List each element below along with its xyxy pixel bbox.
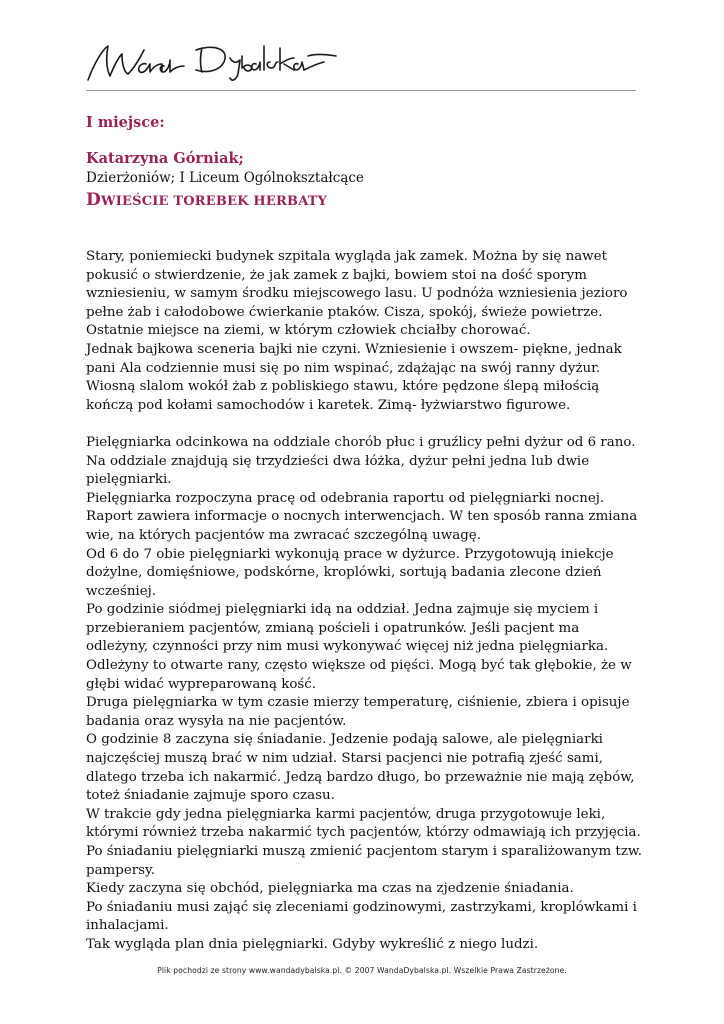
body-paragraph: Jednak bajkowa sceneria bajki nie czyni. Wzniesienie i owszem- piękne, jednak pani Ala codziennie musi się po nim wspinać, zdążając na swój ranny dyżur. Wiosną slalom wokół żab z pobliskiego stawu, które pędzone ślepą miłością kończą pod kołami samochodów i karetek. Zimą- łyżwiarstwo figurowe. — [86, 341, 622, 413]
author-school: Dzierżoniów; I Liceum Ogólnokształcące — [86, 170, 364, 186]
story-body — [86, 248, 642, 955]
body-paragraph: Po śniadaniu pielęgniarki muszą zmienić pacjentom starym i sparaliżowanym tzw. pampersy. — [86, 844, 642, 878]
body-paragraph: Pielęgniarka rozpoczyna pracę od odebrania raportu od pielęgniarki nocnej. Raport zawiera informacje o nocnych interwencjach. W ten sposób ranna zmiana wie, na których pacjentów ma zwracać szczególną uwagę. — [86, 490, 638, 543]
body-paragraph: Tak wygląda plan dnia pielęgniarki. Gdyby wykreślić z niego ludzi. — [86, 936, 539, 952]
body-paragraph: Po śniadaniu musi zająć się zleceniami godzinowymi, zastrzykami, kroplówkami i inhalacjami. — [86, 899, 637, 934]
author-name: Katarzyna Górniak; — [86, 150, 244, 167]
body-paragraph: Druga pielęgniarka w tym czasie mierzy temperaturę, ciśnienie, zbiera i opisuje badania oraz wysyła na nie pacjentów. — [86, 695, 630, 729]
body-paragraph: O godzinie 8 zaczyna się śniadanie. Jedzenie podają salowe, ale pielęgniarki najczęściej muszą brać w nim udział. Starsi pacjenci nie potrafią zjeść sami, dlatego trzeba ich nakarmić. Jedzą bardzo długo, bo przeważnie nie mają zębów, toteż śniadanie zajmuje sporo czasu. — [86, 732, 635, 804]
award-place: I miejsce: — [86, 114, 165, 131]
body-paragraph: Stary, poniemiecki budynek szpitala wygląda jak zamek. Można by się nawet pokusić o stwierdzenie, że jak zamek z bajki, bowiem stoi na dość sporym wzniesieniu, w samym środku miejscowego lasu. U podnóża wzniesienia jezioro pełne żab i całodobowe ćwierkanie ptaków. Cisza, spokój, świeże powietrze. — [86, 249, 628, 320]
story-title-initial: D — [86, 190, 101, 210]
copyright-footer: Plik pochodzi ze strony www.wandadybalska.pl. © 2007 WandaDybalska.pl. Wszelkie Prawa Zastrzeżone. — [157, 966, 567, 975]
body-paragraph: Po godzinie siódmej pielęgniarki idą na oddział. Jedna zajmuje się myciem i przebieraniem pacjentów, zmianą pościeli i opatrunków. Jeśli pacjent ma odleżyny, czynności przy nim musi wykonywać więcej niż jedna pielęgniarka. Odleżyny to otwarte rany, często większe od pięści. Mogą być tak głębokie, że w głębi widać wypreparowaną kość. — [86, 602, 632, 692]
body-paragraph: Pielęgniarka odcinkowa na oddziale chorób płuc i gruźlicy pełni dyżur od 6 rano. Na oddziale znajdują się trzydzieści dwa łóżka, dyżur pełni jedna lub dwie pielęgniarki. — [86, 434, 636, 488]
story-title — [86, 190, 327, 210]
header-divider — [86, 90, 636, 91]
body-paragraph: Od 6 do 7 obie pielęgniarki wykonują prace w dyżurce. Przygotowują iniekcje dożylne, domięśniowe, podskórne, kroplówki, sortują badania zlecone dzień wcześniej. — [86, 546, 614, 599]
body-paragraph: W trakcie gdy jedna pielęgniarka karmi pacjentów, druga przygotowuje leki, którymi również trzeba nakarmić tych pacjentów, którzy odmawiają ich przyjęcia. — [86, 806, 641, 841]
signature-logo — [84, 34, 344, 90]
story-title-rest: WIEŚCIE TOREBEK HERBATY — [100, 194, 328, 209]
body-paragraph: Ostatnie miejsce na ziemi, w którym człowiek chciałby chorować. — [86, 323, 531, 339]
body-paragraph: Kiedy zaczyna się obchód, pielęgniarka ma czas na zjedzenie śniadania. — [86, 881, 574, 897]
